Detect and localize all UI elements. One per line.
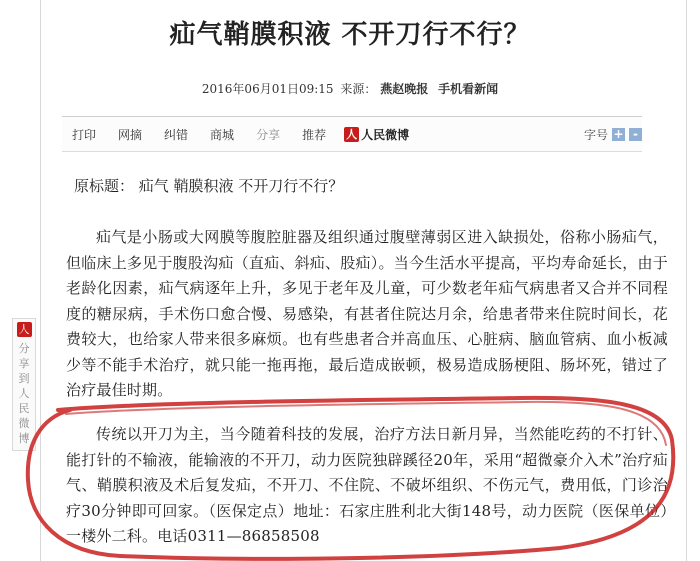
font-increase-button[interactable]: +: [613, 126, 624, 141]
people-weibo-label: 人民微博: [361, 127, 410, 142]
side-share-char: 人: [18, 387, 30, 400]
side-share-char: 到: [18, 372, 30, 385]
article-paragraph-2: 传统以开刀为主，当今随着科技的发展，治疗方法日新月异，当然能吃药的不打针、能打针的不输液，能输液的不开刀，动力医院独辟蹊径20年，采用“超微豪介入术”治疗疝气、鞘膜积液及术后复发疝，不开刀、不住院、不破坏组织、不伤元气，费用低，门诊治疗30分钟即可回家。（医保定点）地址：石家庄胜利北大街148号，动力医院（医保单位）一楼外二科。电话0311—86858508: [66, 425, 668, 545]
article-meta: [0, 80, 700, 97]
side-share-label: [13, 341, 35, 446]
article-toolbar: [62, 116, 642, 152]
people-weibo-icon: 人: [346, 127, 358, 141]
recommend-button[interactable]: 推荐: [302, 127, 327, 142]
original-title: 原标题： 疝气 鞘膜积液 不开刀行不行？: [74, 177, 344, 195]
mobile-news-link[interactable]: 手机看新闻: [438, 82, 499, 96]
side-share-char: 享: [18, 357, 30, 370]
font-decrease-button[interactable]: -: [629, 128, 642, 141]
weibo-side-icon: 人: [18, 323, 30, 336]
source-link[interactable]: 燕赵晚报: [380, 82, 429, 96]
font-size-control: [584, 126, 642, 143]
mall-button[interactable]: 商城: [210, 127, 235, 142]
excerpt-button[interactable]: 网摘: [118, 127, 143, 142]
correct-button[interactable]: 纠错: [164, 127, 189, 142]
share-button[interactable]: 分享: [256, 127, 281, 142]
source-label: 来源：: [340, 82, 377, 96]
people-weibo-button[interactable]: [344, 126, 409, 143]
side-share-char: 博: [18, 432, 30, 445]
side-share-char: 分: [18, 342, 30, 355]
side-share-char: 民: [18, 402, 30, 415]
article-paragraph-1: 疝气是小肠或大网膜等腹腔脏器及组织通过腹壁薄弱区进入缺损处，俗称小肠疝气，但临床上多见于腹股沟疝（直疝、斜疝、股疝）。当今生活水平提高，平均寿命延长，由于老龄化因素，疝气病逐年上升，多见于老年及儿童，可少数老年疝气病患者又合并不同程度的糖尿病，手术伤口愈合慢、易感染，有甚者住院达月余，给患者带来住院时间长，花费较大，也给家人带来很多麻烦。也有些患者合并高血压、心脏病、脑血管病、血小板减少等不能手术治疗，就只能一拖再拖，最后造成嵌顿，极易造成肠梗阻、肠坏死，错过了治疗最佳时期。: [66, 228, 668, 399]
publish-datetime: 2016年06月01日09:15: [201, 82, 334, 96]
print-button[interactable]: 打印: [72, 127, 97, 142]
side-share-weibo[interactable]: [12, 318, 36, 451]
article-title: 疝气鞘膜积液 不开刀行不行？: [169, 20, 531, 50]
side-share-char: 微: [18, 417, 30, 430]
font-size-label: 字号: [583, 127, 608, 142]
